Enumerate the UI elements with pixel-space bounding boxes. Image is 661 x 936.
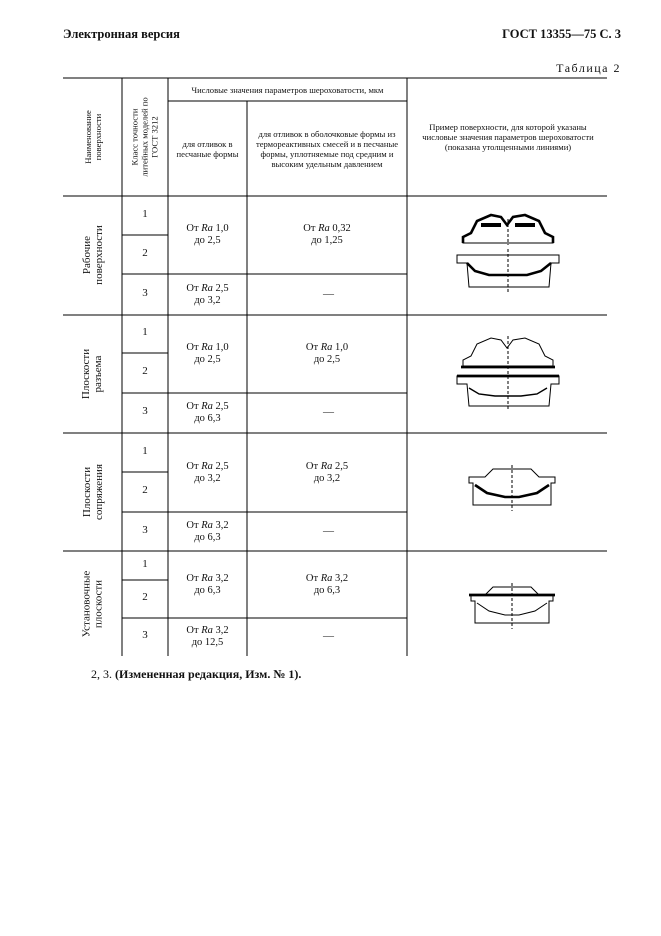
group-name: Рабочие поверхности <box>80 225 105 285</box>
value-prefix: От <box>305 342 321 353</box>
sand-value-class-3 <box>168 520 247 543</box>
value-to: до 3,2 <box>313 472 341 484</box>
col-header-name: Наименование поверхности <box>82 110 103 164</box>
group-name: Плоскости сопряжения <box>80 464 105 520</box>
value-param: Ra <box>320 461 333 472</box>
value-param: Ra <box>201 461 213 472</box>
col-header-class: Класс точности литейных моделей по ГОСТ 3212 <box>130 97 161 177</box>
note-prefix: 2, 3. <box>91 667 115 681</box>
value-to: до 2,5 <box>313 353 341 365</box>
class-number: 2 <box>142 365 148 377</box>
table-label: Таблица 2 <box>556 61 621 75</box>
shell-value-class-1-2 <box>247 573 407 596</box>
value-param: Ra <box>201 625 213 636</box>
value-param: Ra <box>318 223 330 234</box>
col-header-example: Пример поверхности, для которой указаны числовые значения параметров шероховатости (показана утолщенными линиями) <box>422 122 594 152</box>
class-number: 2 <box>142 247 148 259</box>
class-number: 3 <box>142 524 148 536</box>
sand-value-class-3 <box>168 625 247 648</box>
group-name-cell <box>63 551 122 656</box>
value-param: Ra <box>320 573 333 584</box>
value-to: до 3,2 <box>194 472 221 484</box>
shell-value-class-1-2 <box>247 461 407 484</box>
class-number: 3 <box>142 287 148 299</box>
col-header-shell: для отливок в оболочковые формы из термореактивных смесей и в песчаные формы, уплотняемые под средним и высоким удельным давлением <box>255 128 399 169</box>
value-from: 2,5 <box>212 401 229 412</box>
value-prefix: От <box>186 461 202 472</box>
col-header-values-group: Числовые значения параметров шероховатости, мкм <box>191 84 384 95</box>
note-text: (Измененная редакция, Изм. № 1). <box>115 667 302 681</box>
value-from: 2,5 <box>332 461 349 472</box>
group-name-cell <box>63 315 122 433</box>
value-param: Ra <box>201 283 213 294</box>
sand-value-class-3 <box>168 401 247 424</box>
value-from: 3,2 <box>212 573 229 584</box>
value-to: до 6,3 <box>194 412 221 424</box>
shell-value-class-3: — <box>323 525 334 537</box>
class-number: 2 <box>142 484 148 496</box>
value-prefix: От <box>305 573 321 584</box>
value-param: Ra <box>201 342 213 353</box>
value-param: Ra <box>201 573 213 584</box>
value-from: 2,5 <box>212 461 229 472</box>
value-to: до 6,3 <box>313 584 341 596</box>
header-right: ГОСТ 13355—75 С. 3 <box>502 27 621 41</box>
group-name-cell <box>63 196 122 314</box>
shell-value-class-3: — <box>323 288 334 300</box>
sand-value-class-1-2 <box>168 461 247 484</box>
value-from: 2,5 <box>212 283 229 294</box>
value-to: до 2,5 <box>194 234 221 246</box>
class-number: 1 <box>142 445 148 457</box>
value-prefix: От <box>186 283 202 294</box>
class-number: 2 <box>142 591 148 603</box>
example-drawing-working-surfaces <box>455 205 565 300</box>
class-number: 3 <box>142 405 148 417</box>
value-to: до 3,2 <box>194 294 221 306</box>
value-to: до 6,3 <box>194 531 221 543</box>
value-from: 1,0 <box>332 342 349 353</box>
value-to: до 1,25 <box>311 234 343 246</box>
value-prefix: От <box>186 625 202 636</box>
class-number: 3 <box>142 629 148 641</box>
value-prefix: От <box>186 573 202 584</box>
value-param: Ra <box>201 520 213 531</box>
example-drawing-mounting-planes <box>465 583 560 633</box>
value-from: 1,0 <box>212 223 229 234</box>
shell-value-class-3: — <box>323 406 334 418</box>
amendment-note <box>91 667 301 682</box>
class-number: 1 <box>142 208 148 220</box>
sand-value-class-3 <box>168 283 247 306</box>
value-prefix: От <box>186 223 202 234</box>
value-from: 3,2 <box>212 625 229 636</box>
value-from: 3,2 <box>212 520 229 531</box>
shell-value-class-3: — <box>323 630 334 642</box>
example-drawing-mating-planes <box>465 465 560 515</box>
sand-value-class-1-2 <box>168 342 247 365</box>
value-from: 1,0 <box>212 342 229 353</box>
value-param: Ra <box>201 223 213 234</box>
value-prefix: От <box>186 520 202 531</box>
value-prefix: От <box>186 401 202 412</box>
value-from: 0,32 <box>329 223 351 234</box>
group-name-cell <box>63 433 122 551</box>
sand-value-class-1-2 <box>168 223 247 246</box>
value-to: до 2,5 <box>194 353 221 365</box>
value-to: до 12,5 <box>191 636 224 648</box>
class-number: 1 <box>142 558 148 570</box>
class-number: 1 <box>142 326 148 338</box>
value-prefix: От <box>305 461 321 472</box>
group-name: Установочные плоскости <box>80 570 105 637</box>
value-param: Ra <box>320 342 333 353</box>
shell-value-class-1-2 <box>247 223 407 246</box>
sand-value-class-1-2 <box>168 573 247 596</box>
shell-value-class-1-2 <box>247 342 407 365</box>
group-name: Плоскости разъема <box>80 348 105 400</box>
value-prefix: От <box>186 342 202 353</box>
header-left: Электронная версия <box>63 27 180 41</box>
value-from: 3,2 <box>332 573 349 584</box>
example-drawing-parting-planes <box>455 330 565 415</box>
value-param: Ra <box>201 401 213 412</box>
col-header-sand: для отливок в песчаные формы <box>176 138 239 159</box>
value-prefix: От <box>303 223 319 234</box>
value-to: до 6,3 <box>194 584 221 596</box>
